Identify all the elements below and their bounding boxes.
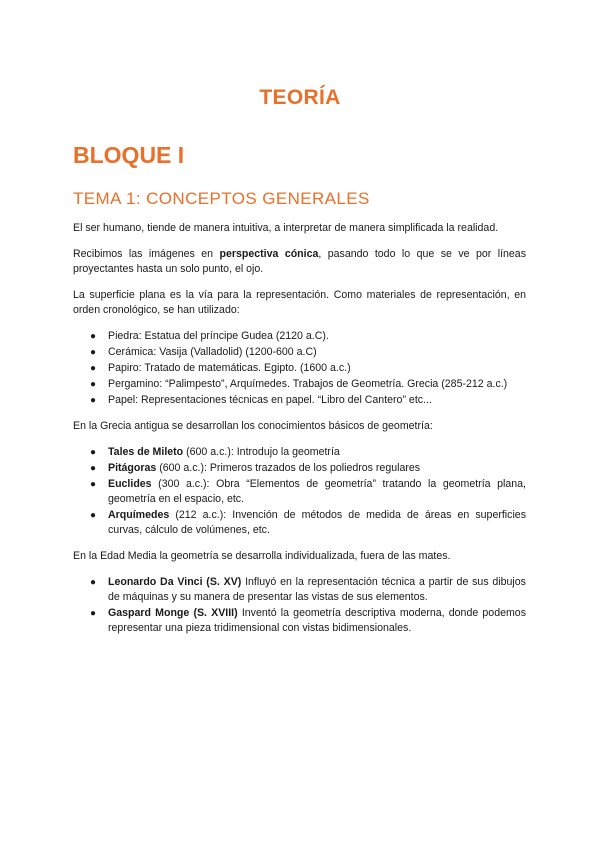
- bullet-icon: ●: [90, 510, 97, 521]
- page-title: TEORÍA: [259, 86, 341, 109]
- modern-list: [73, 575, 526, 636]
- list-item: [90, 377, 526, 392]
- list-item: [90, 393, 526, 408]
- list-item-text: Piedra: Estatua del príncipe Gudea (2120 a.C).: [108, 330, 329, 342]
- person-description: (600 a.c.): Introdujo la geometría: [183, 446, 340, 458]
- list-item: [90, 345, 526, 360]
- person-description: (600 a.c.): Primeros trazados de los poliedros regulares: [156, 462, 421, 474]
- person-description: (300 a.c.): Obra “Elementos de geometría” tratando la geometría plana, geometría en el espacio, etc.: [108, 478, 526, 505]
- person-name: Leonardo Da Vinci (S. XV): [108, 576, 242, 588]
- greeks-list: [73, 445, 526, 538]
- bullet-icon: ●: [90, 608, 97, 619]
- person-description: Influyó en la representación técnica a partir de sus dibujos de máquinas y su manera de presentar las vistas de sus elementos.: [108, 576, 526, 603]
- list-item-text: Pergamino: “Palimpesto”, Arquímedes. Trabajos de Geometría. Grecia (285-212 a.c.): [108, 378, 508, 390]
- paragraph-greece: En la Grecia antigua se desarrollan los conocimientos básicos de geometría:: [73, 420, 433, 432]
- list-item: [90, 361, 526, 376]
- bullet-icon: ●: [90, 379, 97, 390]
- list-item: [90, 445, 526, 460]
- person-description: (212 a.c.): Invención de métodos de medida de áreas en superficies curvas, cálculo de volúmenes, etc.: [108, 509, 526, 536]
- bullet-icon: ●: [90, 577, 97, 588]
- bullet-icon: ●: [90, 463, 97, 474]
- list-item: [90, 508, 526, 538]
- block-heading: BLOQUE I: [73, 142, 185, 168]
- person-name: Tales de Mileto: [108, 446, 184, 458]
- bullet-icon: ●: [90, 331, 97, 342]
- materials-list: [73, 329, 526, 408]
- person-name: Euclides: [108, 478, 152, 490]
- person-name: Pitágoras: [108, 462, 157, 474]
- list-item: [90, 329, 526, 344]
- bullet-icon: ●: [90, 395, 97, 406]
- paragraph-intro: El ser humano, tiende de manera intuitiva, a interpretar de manera simplificada la realidad.: [73, 222, 499, 234]
- topic-heading: TEMA 1: CONCEPTOS GENERALES: [73, 189, 370, 208]
- list-item: [90, 575, 526, 605]
- person-description: Inventó la geometría descriptiva moderna, donde podemos representar una pieza tridimensional con vistas bidimensionales.: [108, 607, 526, 634]
- list-item: [90, 461, 526, 476]
- person-name: Arquímedes: [108, 509, 170, 521]
- paragraph-perspective: [73, 247, 526, 277]
- bullet-icon: ●: [90, 363, 97, 374]
- perspective-term: perspectiva cónica: [219, 248, 319, 260]
- paragraph-middle-ages: En la Edad Media la geometría se desarrolla individualizada, fuera de las mates.: [73, 550, 451, 562]
- list-item: [90, 606, 526, 636]
- paragraph-materials-intro: La superficie plana es la vía para la representación. Como materiales de representación, en orden cronológico, se han utilizado:: [73, 289, 526, 316]
- list-item-text: Papiro: Tratado de matemáticas. Egipto. (1600 a.c.): [108, 362, 351, 374]
- person-name: Gaspard Monge (S. XVIII): [108, 607, 238, 619]
- bullet-icon: ●: [90, 447, 97, 458]
- body-content: [73, 221, 526, 647]
- bullet-icon: ●: [90, 347, 97, 358]
- list-item: [90, 477, 526, 507]
- list-item-text: Papel: Representaciones técnicas en papel. “Libro del Cantero” etc...: [108, 394, 432, 406]
- perspective-text-after: , pasando todo lo que se ve por líneas proyectantes hasta un solo punto, el ojo.: [73, 248, 526, 275]
- perspective-text-before: Recibimos las imágenes en: [73, 248, 220, 260]
- list-item-text: Cerámica: Vasija (Valladolid) (1200-600 a.C): [108, 346, 317, 358]
- bullet-icon: ●: [90, 479, 97, 490]
